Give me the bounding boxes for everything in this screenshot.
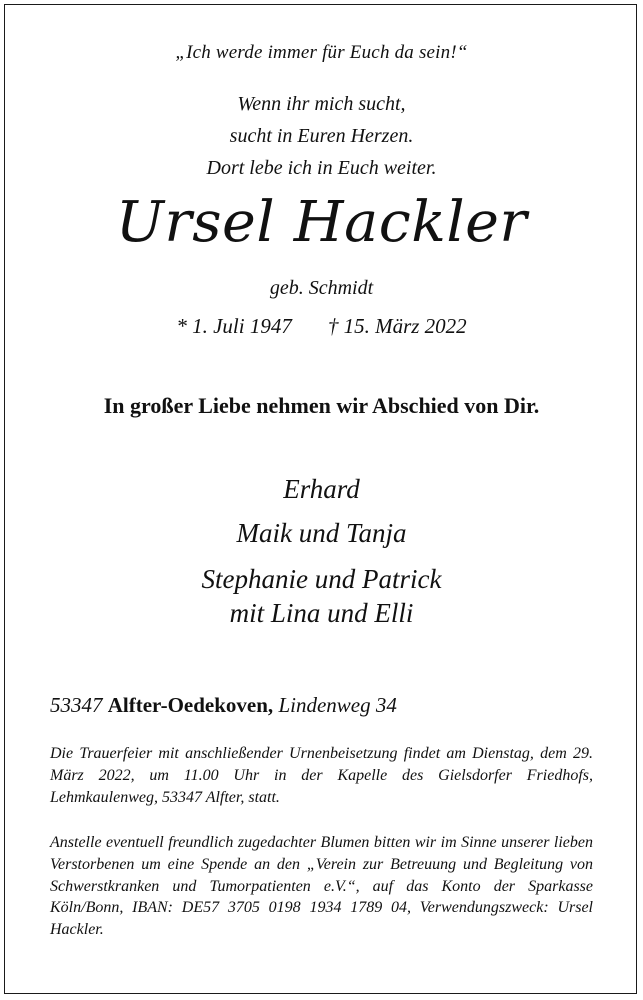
poem-line: Dort lebe ich in Euch weiter. — [206, 157, 437, 179]
family-member: Maik und Tanja — [236, 518, 407, 548]
funeral-notice: Die Trauerfeier mit anschließender Urnenbeisetzung findet am Dienstag, dem 29. März 2022, um 11.00 Uhr in der Kapelle des Gielsdorfer Friedhofs, Lehmkaulenweg, 53347 Alfter, statt. — [50, 745, 593, 806]
family-member: Erhard — [283, 474, 360, 504]
quote: „Ich werde immer für Euch da sein!“ — [175, 42, 468, 63]
family-member-group — [0, 562, 643, 630]
address-town: Alfter-Oedekoven, — [107, 693, 274, 717]
poem-line: Wenn ihr mich sucht, — [237, 93, 406, 115]
address-postcode: 53347 — [50, 693, 103, 717]
address — [50, 693, 397, 718]
poem-line: sucht in Euren Herzen. — [229, 125, 414, 147]
donation-notice: Anstelle eventuell freundlich zugedachter Blumen bitten wir im Sinne unserer lieben Verstorbenen um eine Spende an den „Verein zur Betreuung und Begleitung von Schwerstkranken und Tumorpatienten e.V.“, auf das Konto der Sparkasse Köln/Bonn, IBAN: DE57 3705 0198 1934 1789 04, Verwendungszweck: Ursel Hackler. — [50, 834, 593, 939]
address-street: Lindenweg 34 — [278, 693, 397, 717]
birth-name: geb. Schmidt — [269, 277, 374, 299]
deceased-name: Ursel Hackler — [115, 190, 528, 255]
death-date: † 15. März 2022 — [327, 314, 467, 338]
life-dates — [0, 314, 643, 339]
farewell-text: In großer Liebe nehmen wir Abschied von Dir. — [103, 393, 540, 418]
poem — [0, 88, 643, 184]
family-member: mit Lina und Elli — [229, 598, 414, 628]
family-member: Stephanie und Patrick — [201, 564, 442, 594]
birth-date: * 1. Juli 1947 — [176, 314, 292, 338]
